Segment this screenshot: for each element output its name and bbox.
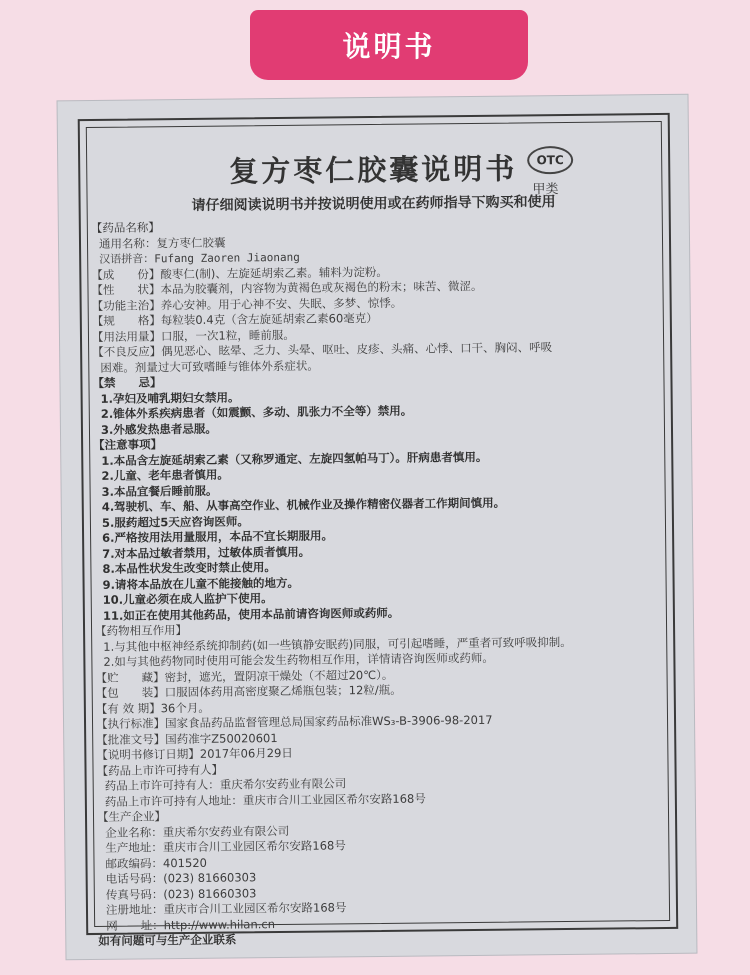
manufacturer-address: 生产地址：重庆市合川工业园区希尔安路168号 [105,838,346,855]
revision-date: 【说明书修订日期】2017年06月29日 [96,745,293,762]
manufacturer-registered-address: 注册地址：重庆市合川工业园区希尔安路168号 [105,900,347,917]
manufacturer-website: 网 址：http://www.hilan.cn [106,916,276,933]
document-body [91,215,679,950]
contraindication-item: 3.外感发热患者忌服。 [100,421,217,437]
specification: 【规 格】每粒装0.4克（含左旋延胡索乙素60毫克） [91,310,378,328]
ingredients: 【成 份】酸枣仁(制)、左旋延胡索乙素。辅料为淀粉。 [91,264,388,282]
manufacturer-fax: 传真号码：(023) 81660303 [105,885,257,902]
caution-item: 5.服药超过5天应咨询医师。 [101,513,249,530]
drug-name-header: 【药品名称】 [90,220,160,235]
manufacturer-header: 【生产企业】 [96,809,167,824]
manufacturer-name: 企业名称：重庆希尔安药业有限公司 [105,823,290,840]
execution-standard: 【执行标准】国家食品药品监督管理总局国家药品标准WS₃-B-3906-98-2017 [95,712,493,731]
holder-header: 【药品上市许可持有人】 [96,762,224,778]
indications: 【功能主治】养心安神。用于心神不安、失眠、多梦、惊悸。 [91,295,403,313]
caution-item: 11.如正在使用其他药品，使用本品前请咨询医师或药师。 [102,605,400,623]
storage: 【贮 藏】密封，遮光，置阴凉干燥处（不超过20℃）。 [95,667,394,685]
caution-item: 6.严格按用法用量服用，本品不宜长期服用。 [102,528,334,545]
holder-address: 药品上市许可持有人地址：重庆市合川工业园区希尔安路168号 [104,791,426,809]
otc-badge: OTC [527,146,573,174]
interaction-item: 2.如与其他药物同时使用可能会发生药物相互作用，详情请咨询医师或药师。 [103,650,494,669]
caution-item: 8.本品性状发生改变时禁止使用。 [102,560,276,576]
generic-name: 通用名称：复方枣仁胶囊 [98,235,226,251]
caution-item: 3.本品宜餐后睡前服。 [101,483,218,499]
package: 【包 装】口服固体药用高密度聚乙烯瓶包装；12粒/瓶。 [95,682,402,700]
dosage: 【用法用量】口服，一次1粒，睡前服。 [91,327,295,344]
caution-item: 7.对本品过敏者禁用，过敏体质者慎用。 [102,544,311,561]
caution-item: 1.本品含左旋延胡索乙素（又称罗通定、左旋四氢帕马丁）。肝病患者慎用。 [101,449,488,468]
adverse-reactions-cont: 困难。剂量过大可致嗜睡与锥体外系症状。 [100,358,319,375]
contraindications-header: 【禁 忌】 [92,375,162,390]
document-subtitle: 请仔细阅读说明书并按说明使用或在药师指导下购买和使用 [191,194,556,214]
caution-item: 10.儿童必须在成人监护下使用。 [102,591,273,607]
approval-number: 【批准文号】国药准字Z50020601 [96,730,278,747]
holder-name: 药品上市许可持有人：重庆希尔安药业有限公司 [104,776,347,793]
interactions-header: 【药物相互作用】 [94,622,188,638]
footer-note: 如有问题可与生产企业联系 [98,932,237,948]
page-title: 说明书 [250,10,528,80]
manufacturer-postcode: 邮政编码：401520 [105,855,207,871]
caution-item: 9.请将本品放在儿童不能接触的地方。 [102,575,300,592]
interaction-item: 1.与其他中枢神经系统抑制药(如一些镇静安眠药)同服，可引起嗜睡，严重者可致呼吸抑制。 [103,634,572,654]
package-insert-photo [58,95,697,960]
otc-class-label: 甲类 [532,182,559,198]
caution-item: 2.儿童、老年患者慎用。 [101,467,229,483]
caution-item: 4.驾驶机、车、船、从事高空作业、机械作业及操作精密仪器者工作期间慎用。 [101,495,506,514]
properties: 【性 状】本品为胶囊剂，内容物为黄褐色或灰褐色的粉末；味苦、微涩。 [91,278,483,297]
pinyin-name: 汉语拼音：Fufang Zaoren Jiaonang [99,250,300,266]
contraindication-item: 2.锥体外系疾病患者（如震颤、多动、肌张力不全等）禁用。 [100,403,413,421]
validity: 【有 效 期】36个月。 [95,700,210,716]
document-title: 复方枣仁胶囊说明书 [229,151,518,189]
adverse-reactions: 【不良反应】偶见恶心、眩晕、乏力、头晕、呕吐、皮疹、头痛、心悸、口干、胸闷、呼吸 [92,340,553,359]
cautions-header: 【注意事项】 [93,437,163,452]
contraindication-item: 1.孕妇及哺乳期妇女禁用。 [100,389,240,406]
manufacturer-phone: 电话号码：(023) 81660303 [105,870,257,886]
